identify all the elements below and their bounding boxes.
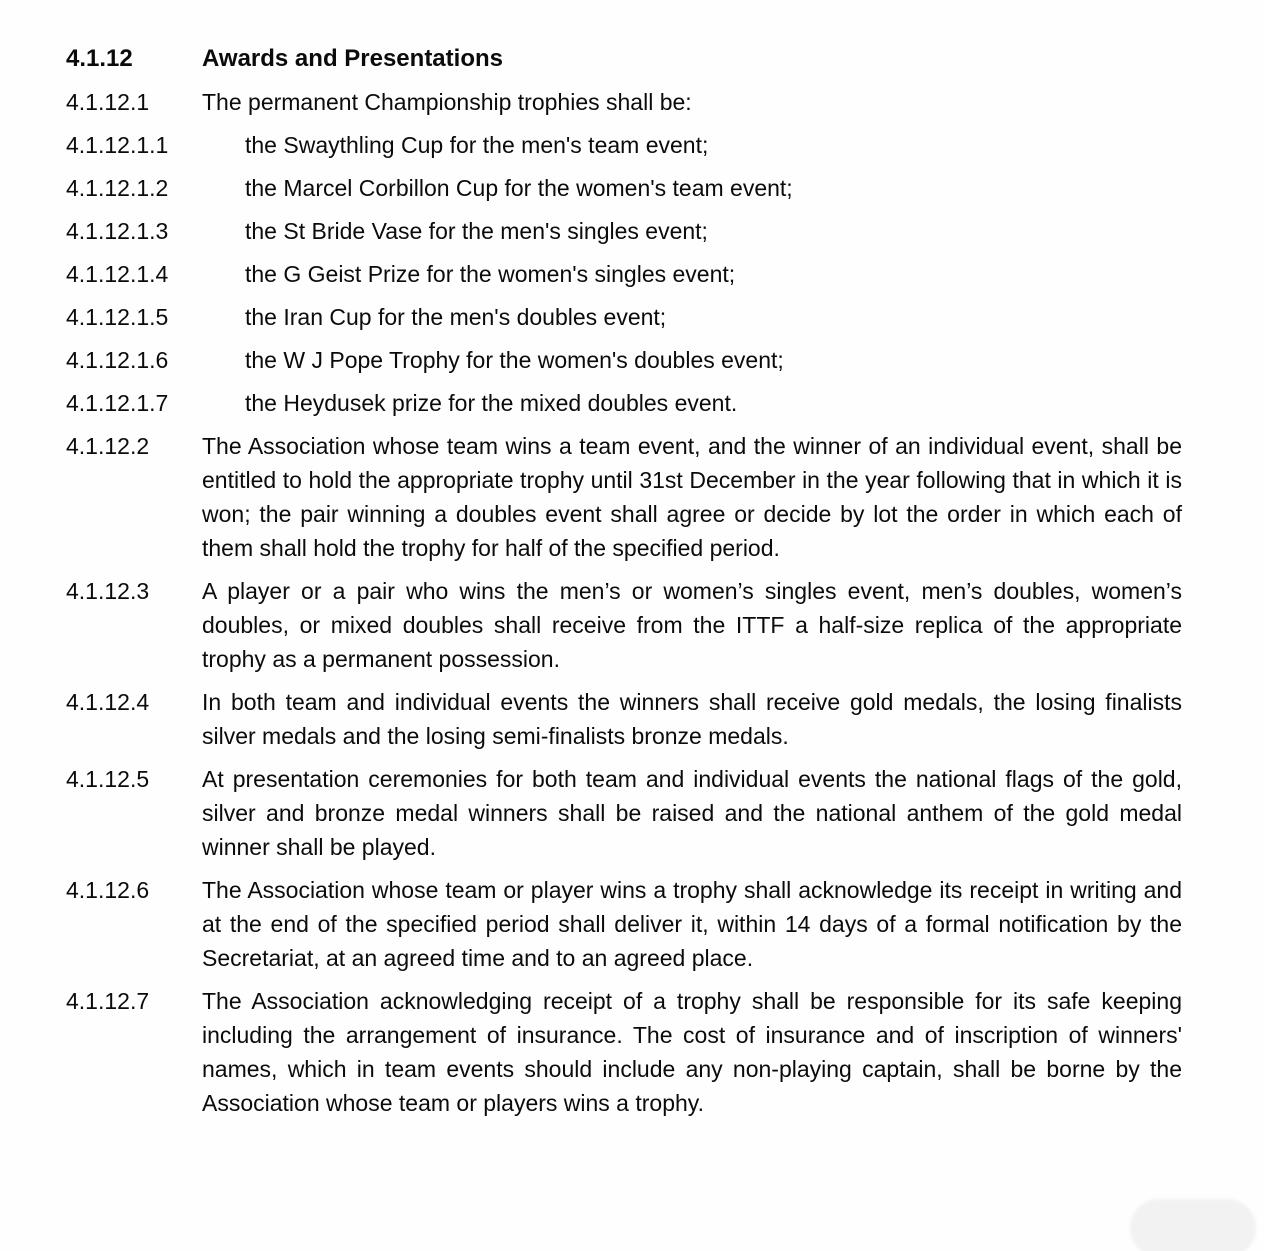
clause-text: the Swaythling Cup for the men's team event; [245,132,709,158]
clause-text: The permanent Championship trophies shall be: [202,89,692,115]
clause-row [66,214,1182,248]
clause-text: the St Bride Vase for the men's singles event; [245,218,708,244]
clause-row [66,85,1182,119]
clause-number: 4.1.12.3 [66,578,150,604]
clause-row [66,984,1182,1120]
clause-text: the Iran Cup for the men's doubles event; [245,304,667,330]
clause-row [66,685,1182,753]
clause-text: In both team and individual events the winners shall receive gold medals, the losing finalists silver medals and the losing semi-finalists bronze medals. [202,689,1182,749]
clause-number: 4.1.12.1.6 [66,347,169,373]
clause-number: 4.1.12.1.1 [66,132,169,158]
clause-text: The Association whose team wins a team event, and the winner of an individual event, shall be entitled to hold the appropriate trophy until 31st December in the year following that in which it is won; the pair winning a doubles event shall agree or decide by lot the order in which each of them shall hold the trophy for half of the specified period. [202,433,1182,561]
clause-number: 4.1.12.5 [66,766,150,792]
clause-text: At presentation ceremonies for both team and individual events the national flags of the gold, silver and bronze medal winners shall be raised and the national anthem of the gold medal winner shall be played. [202,766,1182,860]
clause-row [66,300,1182,334]
clause-number: 4.1.12.1.3 [66,218,169,244]
clause-row [66,429,1182,565]
clause-number: 4.1.12.7 [66,988,150,1014]
clause-number: 4.1.12.1.5 [66,304,169,330]
clause-text: A player or a pair who wins the men’s or women’s singles event, men’s doubles, women’s doubles, or mixed doubles shall receive from the ITTF a half-size replica of the appropriate trophy as a permanent possession. [202,578,1182,672]
clause-list [66,85,1182,1120]
clause-row [66,386,1182,420]
clause-text: the G Geist Prize for the women's singles event; [245,261,736,287]
clause-row [66,762,1182,864]
clause-number: 4.1.12.4 [66,689,150,715]
clause-row [66,343,1182,377]
clause-row [66,128,1182,162]
clause-row [66,171,1182,205]
clause-number: 4.1.12.6 [66,877,150,903]
watermark [1130,1199,1256,1251]
clause-text: the Marcel Corbillon Cup for the women's team event; [245,175,793,201]
clause-row [66,257,1182,291]
clause-number: 4.1.12.2 [66,433,150,459]
clause-number: 4.1.12.1.2 [66,175,169,201]
section-heading [66,42,1182,76]
section-number: 4.1.12 [66,45,133,72]
clause-text: The Association whose team or player wins a trophy shall acknowledge its receipt in writing and at the end of the specified period shall deliver it, within 14 days of a formal notification by the Secretariat, at an agreed time and to an agreed place. [202,877,1182,971]
clause-text: the W J Pope Trophy for the women's doubles event; [245,347,784,373]
clause-text: the Heydusek prize for the mixed doubles event. [245,390,738,416]
section-title: Awards and Presentations [202,45,503,72]
clause-number: 4.1.12.1.7 [66,390,169,416]
clause-number: 4.1.12.1 [66,89,150,115]
clause-text: The Association acknowledging receipt of a trophy shall be responsible for its safe keeping including the arrangement of insurance. The cost of insurance and of inscription of winners' names, which in team events should include any non-playing captain, shall be borne by the Association whose team or players wins a trophy. [202,988,1182,1116]
clause-number: 4.1.12.1.4 [66,261,169,287]
clause-row [66,574,1182,676]
clause-row [66,873,1182,975]
